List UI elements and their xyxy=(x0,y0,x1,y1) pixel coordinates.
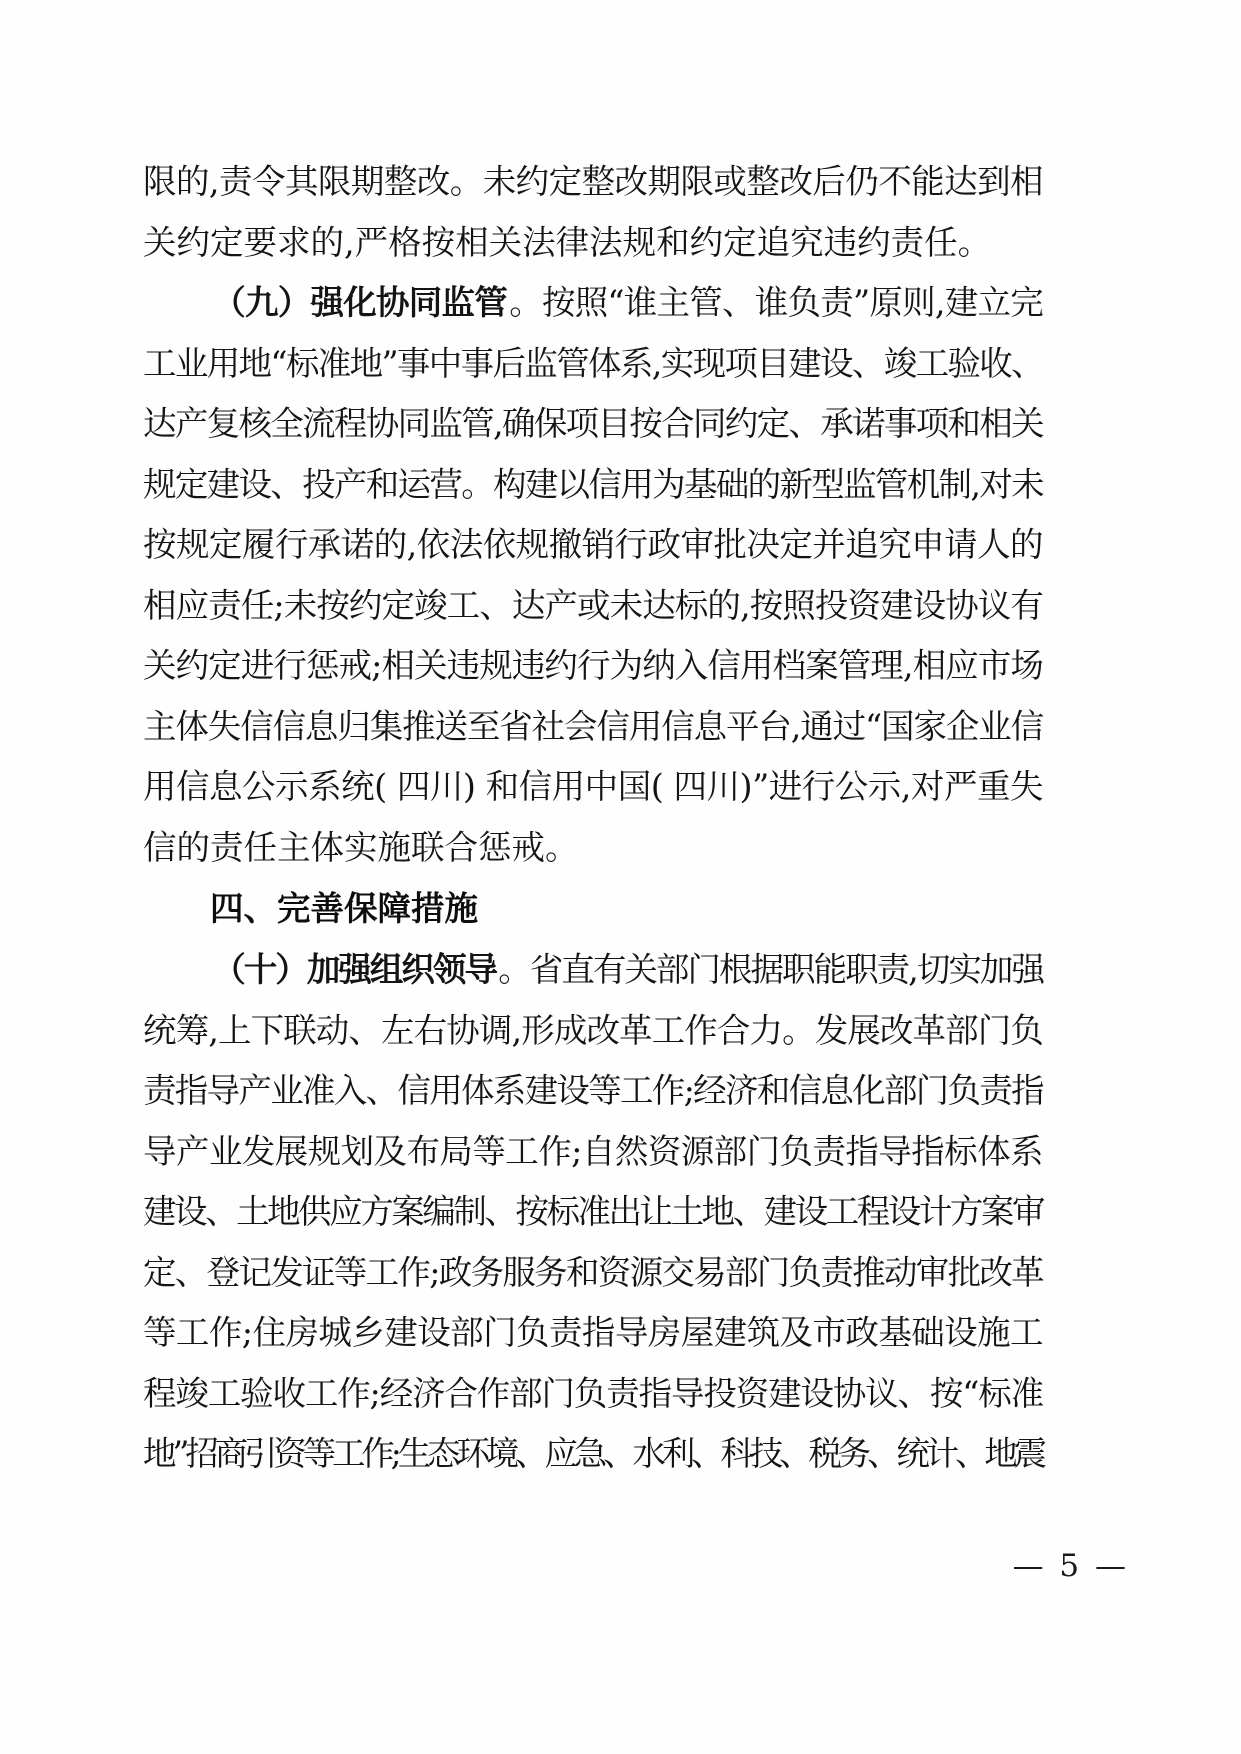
text-line xyxy=(143,697,1043,758)
text-line xyxy=(143,576,1043,637)
line-text: 导产业发展规划及布局等工作;自然资源部门负责指导指标体系 xyxy=(143,1131,1043,1171)
page-text-body xyxy=(143,152,1043,1485)
line-text: 按规定履行承诺的,依法依规撤销行政审批决定并追究申请人的 xyxy=(143,525,1043,564)
line-text: 定、登记发证等工作;政务服务和资源交易部门负责推动审批改革 xyxy=(143,1252,1043,1292)
page-number-text: — 5 — xyxy=(1012,1548,1129,1584)
text-line xyxy=(143,940,1043,1001)
section-heading-four xyxy=(143,878,1043,940)
first-line-indent xyxy=(143,273,210,334)
line-text: 用信息公示系统( 四川) 和信用中国( 四川)”进行公示,对严重失 xyxy=(143,767,1043,806)
text-line xyxy=(143,515,1043,576)
text-line xyxy=(143,213,1043,274)
text-line xyxy=(143,455,1043,516)
line-text: 规定建设、投产和运营。构建以信用为基础的新型监管机制,对未 xyxy=(143,464,1043,504)
text-line xyxy=(143,1243,1043,1304)
paragraph-continuation xyxy=(143,152,1043,273)
text-line xyxy=(143,1061,1043,1122)
text-line xyxy=(143,1364,1043,1425)
paragraph-item-nine xyxy=(143,273,1043,878)
text-line xyxy=(143,757,1043,818)
line-text: 关约定要求的,严格按相关法律法规和约定追究违约责任。 xyxy=(143,222,992,262)
item-nine-lead-title: （九）强化协同监管 xyxy=(212,283,507,322)
text-line xyxy=(143,1424,1043,1485)
line-text: 达产复核全流程协同监管,确保项目按合同约定、承诺事项和相关 xyxy=(143,404,1043,443)
text-line xyxy=(143,818,1043,879)
line-text: 限的,责令其限期整改。未约定整改期限或整改后仍不能达到相 xyxy=(143,162,1043,201)
line-text: 相应责任;未按约定竣工、达产或未达标的,按照投资建设协议有 xyxy=(143,585,1043,625)
text-line xyxy=(143,394,1043,455)
text-line xyxy=(143,636,1043,697)
text-line xyxy=(143,273,1043,334)
text-line xyxy=(143,1122,1043,1183)
line-text: 等工作;住房城乡建设部门负责指导房屋建筑及市政基础设施工 xyxy=(143,1313,1043,1352)
line-text: 建设、土地供应方案编制、按标准出让土地、建设工程设计方案审 xyxy=(143,1192,1043,1231)
line-text: 。按照“谁主管、谁负责”原则,建立完 xyxy=(509,283,1043,322)
heading-indent xyxy=(143,878,210,940)
line-text: 工业用地“标准地”事中事后监管体系,实现项目建设、竣工验收、 xyxy=(143,343,1043,383)
line-text: 关约定进行惩戒;相关违规违约行为纳入信用档案管理,相应市场 xyxy=(143,646,1043,685)
text-line xyxy=(143,1001,1043,1062)
section-heading-text: 四、完善保障措施 xyxy=(210,889,478,928)
text-line xyxy=(143,334,1043,395)
text-line xyxy=(143,1182,1043,1243)
line-text: 信的责任主体实施联合惩戒。 xyxy=(143,827,579,867)
line-text: 。省直有关部门根据职能职责,切实加强 xyxy=(498,950,1043,989)
first-line-indent xyxy=(143,940,210,1001)
line-text: 主体失信信息归集推送至省社会信用信息平台,通过“国家企业信 xyxy=(143,706,1043,746)
text-line xyxy=(143,1303,1043,1364)
line-text: 统筹,上下联动、左右协调,形成改革工作合力。发展改革部门负 xyxy=(143,1010,1043,1050)
line-text: 地”招商引资等工作;生态环境、应急、水利、科技、税务、统计、地震 xyxy=(143,1434,1044,1473)
paragraph-item-ten xyxy=(143,940,1043,1485)
line-text: 责指导产业准入、信用体系建设等工作;经济和信息化部门负责指 xyxy=(143,1071,1043,1110)
item-ten-lead-title: （十）加强组织领导 xyxy=(212,950,497,989)
page-number-footer xyxy=(0,1548,1241,1584)
text-line xyxy=(143,152,1043,213)
line-text: 程竣工验收工作;经济合作部门负责指导投资建设协议、按“标准 xyxy=(143,1373,1043,1413)
